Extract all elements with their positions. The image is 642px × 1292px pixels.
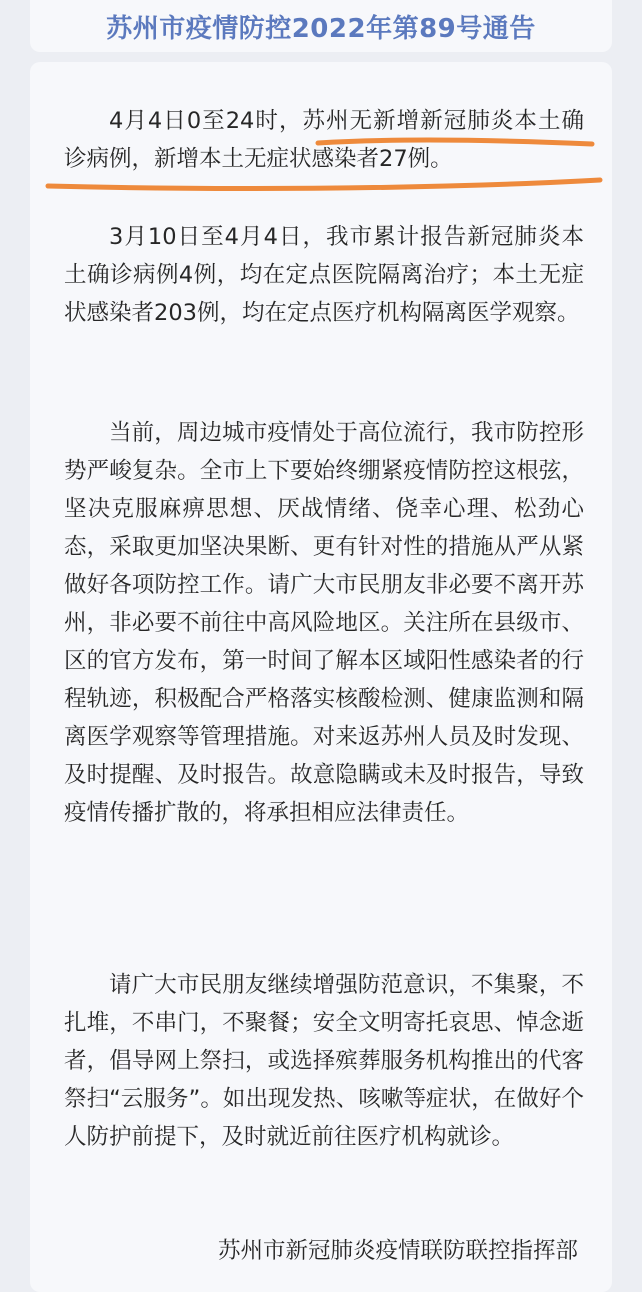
paragraph-prevention-measures: 当前，周边城市疫情处于高位流行，我市防控形势严峻复杂。全市上下要始终绷紧疫情防控这根弦，坚决克服麻痹思想、厌战情绪、侥幸心理、松劲心态，采取更加坚决果断、更有针对性的措施从严从紧做好各项防控工作。请广大市民朋友非必要不离开苏州，非必要不前往中高风险地区。关注所在县级市、区的官方发布，第一时间了解本区域阳性感染者的行程轨迹，积极配合严格落实核酸检测、健康监测和隔离医学观察等管理措施。对来返苏州人员及时发现、及时提醒、及时报告。故意隐瞒或未及时报告，导致疫情传播扩散的，将承担相应法律责任。 [64,420,584,826]
signature: 苏州市新冠肺炎疫情联防联控指挥部 [217,1238,578,1264]
title-card [30,0,612,52]
paragraph-daily-cases: 4月4日0至24时，苏州无新增新冠肺炎本土确诊病例，新增本土无症状感染者27例。 [64,108,584,172]
notice-title: 苏州市疫情防控2022年第89号通告 [106,14,536,44]
paragraph-public-advice: 请广大市民朋友继续增强防范意识，不集聚，不扎堆，不串门，不聚餐；安全文明寄托哀思、悼念逝者，倡导网上祭扫，或选择殡葬服务机构推出的代客祭扫“云服务”。如出现发热、咳嗽等症状，在做好个人防护前提下，及时就近前往医疗机构就诊。 [64,972,584,1150]
notice-body [30,62,612,1292]
paragraph-cumulative-cases: 3月10日至4月4日，我市累计报告新冠肺炎本土确诊病例4例，均在定点医院隔离治疗；本土无症状感染者203例，均在定点医疗机构隔离医学观察。 [64,224,584,326]
